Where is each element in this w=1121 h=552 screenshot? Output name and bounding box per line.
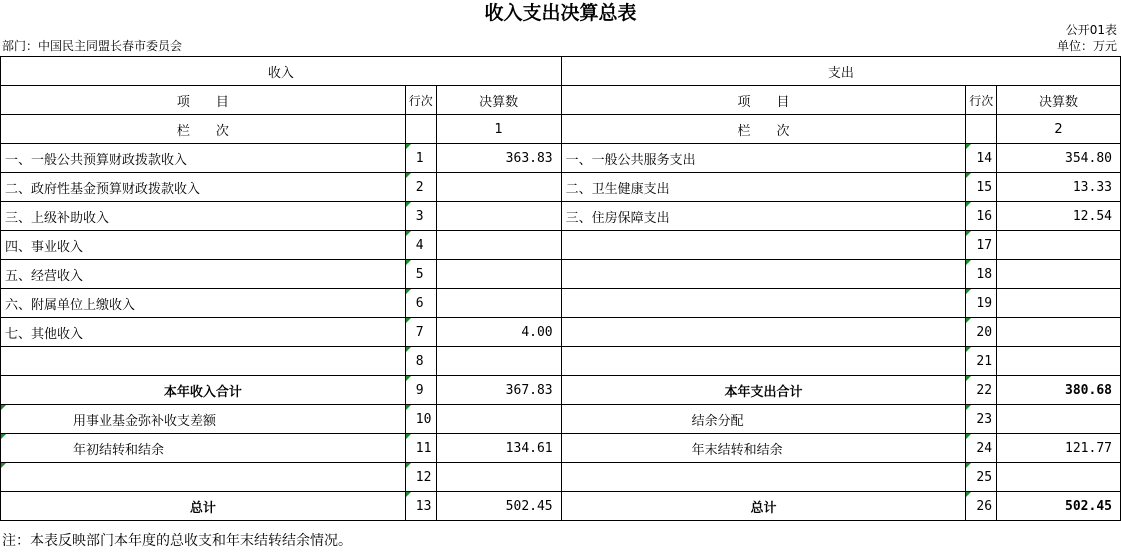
income-amount-cell: 134.61 <box>436 434 561 463</box>
table-row <box>1 289 1121 318</box>
expense-item-cell: 三、住房保障支出 <box>561 202 966 231</box>
expense-item-cell <box>561 318 966 347</box>
expense-item-cell: 一、一般公共服务支出 <box>561 144 966 173</box>
expense-line-number: 18 <box>966 260 997 289</box>
expense-line-number: 15 <box>966 173 997 202</box>
income-item-cell: 三、上级补助收入 <box>1 202 406 231</box>
expense-item-cell: 二、卫生健康支出 <box>561 173 966 202</box>
table-row <box>1 144 1121 173</box>
income-line-number: 4 <box>405 231 436 260</box>
expense-amount-cell: 380.68 <box>997 376 1121 405</box>
expense-item-cell <box>561 289 966 318</box>
income-line-number: 10 <box>405 405 436 434</box>
expense-line-number: 22 <box>966 376 997 405</box>
department-label: 部门：中国民主同盟长春市委员会 <box>2 39 183 53</box>
expense-item-cell: 总计 <box>561 492 966 521</box>
expense-item-cell: 年末结转和结余 <box>561 434 966 463</box>
income-item-cell: 五、经营收入 <box>1 260 406 289</box>
income-item-cell: 一、一般公共预算财政拨款收入 <box>1 144 406 173</box>
income-amount-cell <box>436 231 561 260</box>
income-column-number: 1 <box>436 115 561 144</box>
income-line-number: 3 <box>405 202 436 231</box>
expense-amount-cell <box>997 463 1121 492</box>
expense-line-number: 20 <box>966 318 997 347</box>
income-line-number: 11 <box>405 434 436 463</box>
income-item-cell <box>1 463 406 492</box>
income-amount-cell <box>436 173 561 202</box>
income-amount-cell: 502.45 <box>436 492 561 521</box>
expense-amount-header: 决算数 <box>997 86 1121 115</box>
expense-column-label: 栏 次 <box>561 115 966 144</box>
expense-line-number: 24 <box>966 434 997 463</box>
expense-item-header: 项 目 <box>561 86 966 115</box>
expense-item-cell <box>561 260 966 289</box>
income-item-cell: 本年收入合计 <box>1 376 406 405</box>
expense-amount-cell <box>997 318 1121 347</box>
income-line-number: 8 <box>405 347 436 376</box>
income-item-cell: 总计 <box>1 492 406 521</box>
expense-line-number: 25 <box>966 463 997 492</box>
column-header-row <box>1 86 1121 115</box>
income-item-cell: 二、政府性基金预算财政拨款收入 <box>1 173 406 202</box>
expense-line-number: 14 <box>966 144 997 173</box>
expense-line-number: 21 <box>966 347 997 376</box>
income-amount-cell <box>436 202 561 231</box>
expense-line-number: 26 <box>966 492 997 521</box>
income-line-number: 6 <box>405 289 436 318</box>
income-amount-cell: 363.83 <box>436 144 561 173</box>
total-row <box>1 492 1121 521</box>
income-amount-cell <box>436 289 561 318</box>
expense-line-number: 16 <box>966 202 997 231</box>
income-line-blank <box>405 115 436 144</box>
expense-column-number: 2 <box>997 115 1121 144</box>
expense-amount-cell <box>997 347 1121 376</box>
expense-amount-cell <box>997 231 1121 260</box>
expense-section-header: 支出 <box>561 57 1120 86</box>
footnote: 注：本表反映部门本年度的总收支和年末结转结余情况。 <box>2 533 352 549</box>
table-row <box>1 202 1121 231</box>
income-item-header: 项 目 <box>1 86 406 115</box>
table-code: 公开01表 <box>1065 23 1117 37</box>
income-line-number: 2 <box>405 173 436 202</box>
table-row <box>1 260 1121 289</box>
expense-amount-cell: 13.33 <box>997 173 1121 202</box>
income-amount-cell <box>436 347 561 376</box>
income-line-header: 行次 <box>405 86 436 115</box>
income-amount-cell: 4.00 <box>436 318 561 347</box>
subtotal-row <box>1 376 1121 405</box>
income-item-cell: 四、事业收入 <box>1 231 406 260</box>
income-section-header: 收入 <box>1 57 562 86</box>
income-amount-cell: 367.83 <box>436 376 561 405</box>
expense-item-cell <box>561 347 966 376</box>
section-header-row <box>1 57 1121 86</box>
income-line-number: 7 <box>405 318 436 347</box>
income-line-number: 13 <box>405 492 436 521</box>
budget-table <box>0 56 1121 521</box>
income-item-cell <box>1 347 406 376</box>
table-row <box>1 318 1121 347</box>
table-row <box>1 231 1121 260</box>
expense-item-cell <box>561 231 966 260</box>
expense-amount-cell: 354.80 <box>997 144 1121 173</box>
income-item-cell: 七、其他收入 <box>1 318 406 347</box>
after-row <box>1 405 1121 434</box>
income-line-number: 1 <box>405 144 436 173</box>
expense-item-cell <box>561 463 966 492</box>
income-line-number: 12 <box>405 463 436 492</box>
unit-label: 单位：万元 <box>1056 39 1117 53</box>
income-amount-cell <box>436 463 561 492</box>
income-line-number: 9 <box>405 376 436 405</box>
expense-amount-cell <box>997 260 1121 289</box>
income-amount-cell <box>436 405 561 434</box>
expense-amount-cell: 121.77 <box>997 434 1121 463</box>
after-row <box>1 463 1121 492</box>
income-item-cell: 年初结转和结余 <box>1 434 406 463</box>
expense-line-number: 23 <box>966 405 997 434</box>
income-item-cell: 六、附属单位上缴收入 <box>1 289 406 318</box>
page-title: 收入支出决算总表 <box>484 2 637 24</box>
expense-line-blank <box>966 115 997 144</box>
table-row <box>1 347 1121 376</box>
income-line-number: 5 <box>405 260 436 289</box>
column-number-row <box>1 115 1121 144</box>
income-item-cell: 用事业基金弥补收支差额 <box>1 405 406 434</box>
expense-item-cell: 结余分配 <box>561 405 966 434</box>
expense-item-cell: 本年支出合计 <box>561 376 966 405</box>
income-amount-cell <box>436 260 561 289</box>
expense-amount-cell <box>997 289 1121 318</box>
income-column-label: 栏 次 <box>1 115 406 144</box>
expense-line-header: 行次 <box>966 86 997 115</box>
expense-line-number: 17 <box>966 231 997 260</box>
table-row <box>1 173 1121 202</box>
expense-line-number: 19 <box>966 289 997 318</box>
income-amount-header: 决算数 <box>436 86 561 115</box>
expense-amount-cell: 12.54 <box>997 202 1121 231</box>
after-row <box>1 434 1121 463</box>
expense-amount-cell: 502.45 <box>997 492 1121 521</box>
expense-amount-cell <box>997 405 1121 434</box>
